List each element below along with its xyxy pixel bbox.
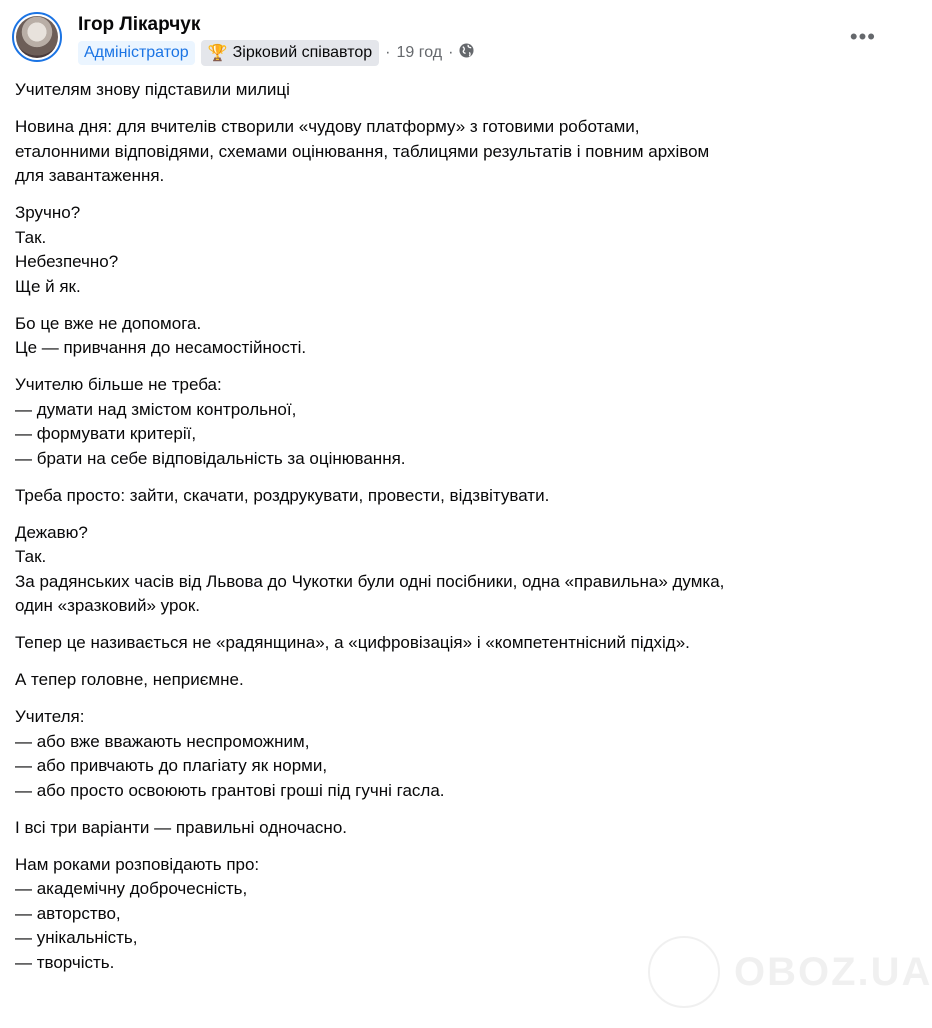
post-paragraph xyxy=(15,78,884,103)
post-line: Бо це вже не допомога. xyxy=(15,313,202,333)
post-line: Учителю більше не треба: xyxy=(15,375,222,394)
post-line: еталонними відповідями, схемами оцінювання, таблицями результатів і повним архівом xyxy=(15,141,710,161)
post-line: Зручно? xyxy=(15,203,81,222)
watermark-text: OBOZ.UA xyxy=(734,949,932,994)
post-line: — або вже вважають неспроможним, xyxy=(15,731,310,751)
post-line: Тепер це називається не «радянщина», а «цифровізація» і «компетентнісний підхід». xyxy=(15,633,690,652)
post-line: Так. xyxy=(15,227,47,247)
separator: · xyxy=(448,44,454,61)
watermark-globe-icon xyxy=(648,936,720,1008)
post-line: Ще й як. xyxy=(15,276,81,296)
admin-badge[interactable]: Адміністратор xyxy=(78,41,195,65)
more-options-button[interactable]: ••• xyxy=(849,24,876,49)
post-paragraph xyxy=(15,668,884,693)
post-line: для завантаження. xyxy=(15,166,165,185)
star-contributor-badge[interactable] xyxy=(201,40,379,66)
post-meta xyxy=(78,40,474,66)
post-line: Нам роками розповідають про: xyxy=(15,854,260,874)
post-line: Учителя: xyxy=(15,707,85,726)
post-paragraph xyxy=(15,201,884,299)
post-paragraph xyxy=(15,631,884,656)
separator: · xyxy=(385,44,391,61)
post-line: — унікальність, xyxy=(15,928,138,947)
post-header xyxy=(12,12,904,72)
author-avatar[interactable] xyxy=(12,12,62,62)
post-line: Новина дня: для вчителів створили «чудову платформу» з готовими роботами, xyxy=(15,117,640,136)
post-line: Треба просто: зайти, скачати, роздрукувати, провести, відзвітувати. xyxy=(15,485,550,505)
post-paragraph xyxy=(15,115,884,189)
post-line: — творчість. xyxy=(15,952,115,972)
post-paragraph xyxy=(15,373,884,471)
watermark xyxy=(648,936,932,1008)
trophy-icon: 🏆 xyxy=(207,45,228,62)
post-paragraph xyxy=(15,705,884,803)
post-line: І всі три варіанти — правильні одночасно. xyxy=(15,817,347,837)
post-body xyxy=(15,78,884,988)
star-badge-label: Зірковий співавтор xyxy=(232,44,373,61)
post-paragraph xyxy=(15,521,884,619)
post-line: — або привчають до плагіату як норми, xyxy=(15,756,328,775)
post-line: — думати над змістом контрольної, xyxy=(15,399,297,419)
post-line: Це — привчання до несамостійності. xyxy=(15,338,307,357)
post-line: — або просто освоюють грантові гроші під гучні гасла. xyxy=(15,780,445,800)
post-line: — академічну доброчесність, xyxy=(15,879,248,898)
post-line: Учителям знову підставили милиці xyxy=(15,80,290,99)
post-line: Небезпечно? xyxy=(15,252,119,271)
post-line: один «зразковий» урок. xyxy=(15,596,201,615)
post-paragraph xyxy=(15,312,884,361)
author-name[interactable]: Ігор Лікарчук xyxy=(78,14,201,35)
post-line: — формувати критерії, xyxy=(15,424,197,443)
globe-icon[interactable] xyxy=(459,43,474,63)
post-line: — брати на себе відповідальність за оцінювання. xyxy=(15,448,406,468)
post-time[interactable]: 19 год xyxy=(396,44,443,61)
post-paragraph xyxy=(15,816,884,841)
post-paragraph xyxy=(15,484,884,509)
post-line: — авторство, xyxy=(15,903,121,923)
post-line: За радянських часів від Львова до Чукотки були одні посібники, одна «правильна» думка, xyxy=(15,571,725,591)
post-line: Так. xyxy=(15,547,47,566)
post-line: Дежавю? xyxy=(15,522,88,542)
post-line: А тепер головне, неприємне. xyxy=(15,670,244,689)
